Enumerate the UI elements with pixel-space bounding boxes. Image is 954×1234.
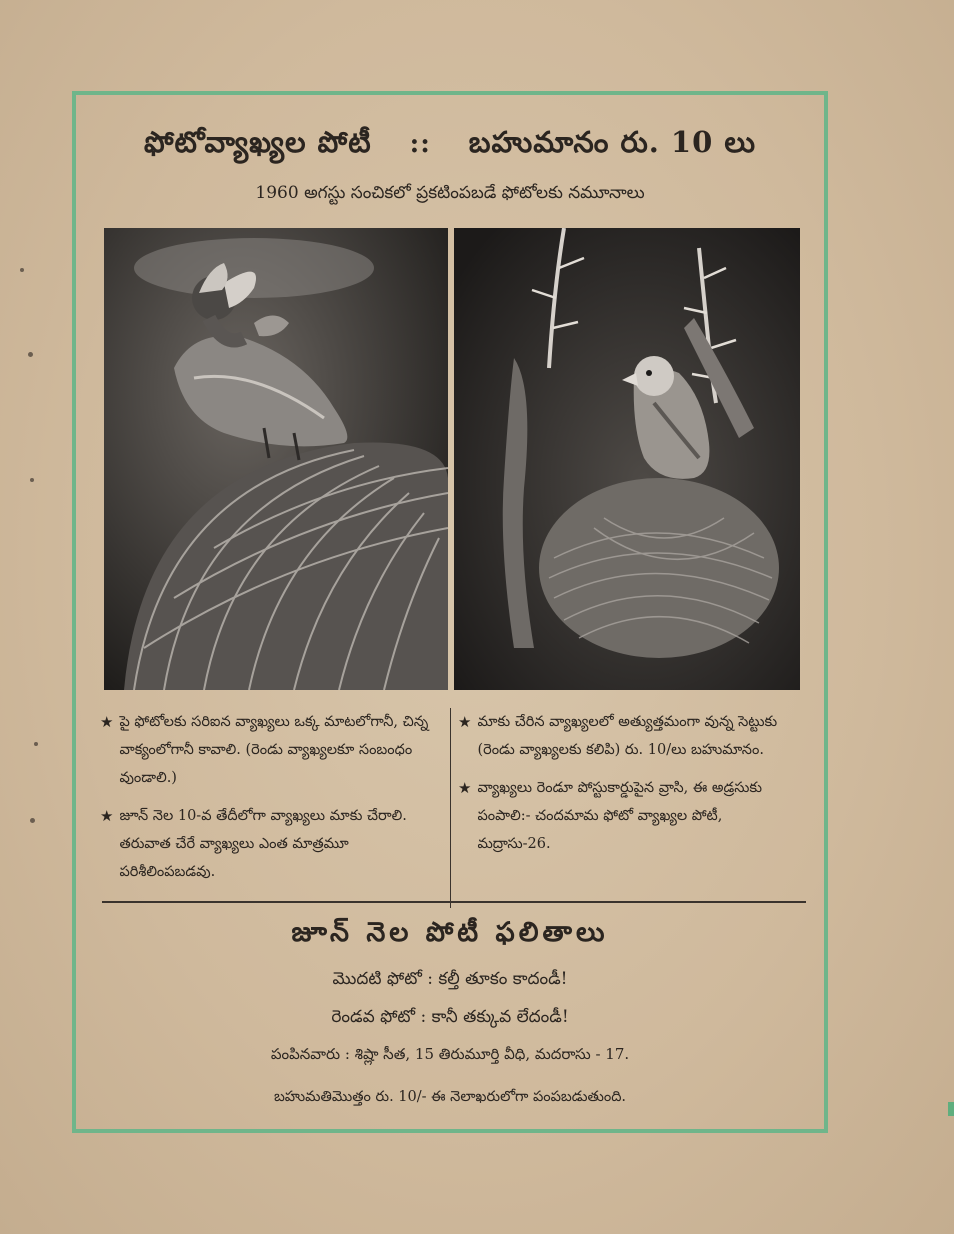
scan-speck	[30, 818, 35, 823]
contest-header	[76, 125, 824, 167]
scan-speck	[34, 742, 38, 746]
prize-title: బహుమానం రు. 10 లు	[468, 125, 756, 159]
star-icon: ★	[100, 713, 114, 731]
scan-speck	[20, 268, 24, 272]
rule-text: వ్యాఖ్యలు రెండూ పోస్టుకార్డుపైన వ్రాసి, ఈ అడ్రసుకు పంపాలి:- చందమామ ఫోటో వ్యాఖ్యల పోటీ, మద్రాసు-26.	[477, 780, 762, 852]
contest-title: ఫోటోవ్యాఖ్యల పోటీ	[144, 125, 372, 159]
first-photo-caption: మొదటి ఫోటో : కల్తీ తూకం కాదండీ!	[332, 969, 568, 989]
section-divider	[102, 901, 806, 903]
results-title: జూన్ నెల పోటీ ఫలితాలు	[291, 917, 609, 948]
scan-speck	[28, 352, 33, 357]
prize-note: బహుమతిమొత్తం రు. 10/- ఈ నెలాఖరులోగా పంపబడుతుంది.	[273, 1089, 627, 1105]
photo-hornbill-on-cage	[104, 228, 448, 690]
star-icon: ★	[458, 779, 472, 797]
photo-weaver-bird-nest	[454, 228, 800, 690]
rule-item	[100, 708, 440, 792]
rules-right-column	[458, 708, 798, 868]
star-icon: ★	[100, 807, 114, 825]
rules-left-column	[100, 708, 451, 908]
contest-frame	[72, 91, 828, 1133]
star-icon: ★	[458, 713, 472, 731]
second-photo-caption: రెండవ ఫోటో : కానీ తక్కువ లేదండీ!	[331, 1007, 569, 1027]
rule-text: జూన్ నెల 10-వ తేదీలోగా వ్యాఖ్యలు మాకు చేరాలి. తరువాత చేరే వ్యాఖ్యలు ఎంత మాత్రమూ పరిశీలింపబడవు.	[119, 808, 407, 880]
rule-text: మాకు చేరిన వ్యాఖ్యలలో అత్యుత్తమంగా వున్న సెట్టుకు (రెండు వ్యాఖ్యలకు కలిపి) రు. 10/లు బహుమానం.	[477, 714, 778, 758]
rule-item	[100, 802, 440, 886]
rule-item	[458, 708, 798, 764]
winner-address: పంపినవారు : శిష్లా సీత, 15 తిరుమూర్తి వీధి, మదరాసు - 17.	[270, 1045, 630, 1063]
header-separator: ::	[409, 129, 431, 159]
edge-mark	[948, 1102, 954, 1116]
scan-speck	[30, 478, 34, 482]
subtitle: 1960 అగస్టు సంచికలో ప్రకటింపబడే ఫోటోలకు నమూనాలు	[255, 183, 645, 203]
rule-item	[458, 774, 798, 858]
results-section	[76, 917, 824, 1129]
rule-text: పై ఫోటోలకు సరిఐన వ్యాఖ్యలు ఒక్క మాటలోగానీ, చిన్న వాక్యంలోగానీ కావాలి. (రెండు వ్యాఖ్యలకూ సంబంధం వుండాలి.)	[119, 714, 429, 786]
